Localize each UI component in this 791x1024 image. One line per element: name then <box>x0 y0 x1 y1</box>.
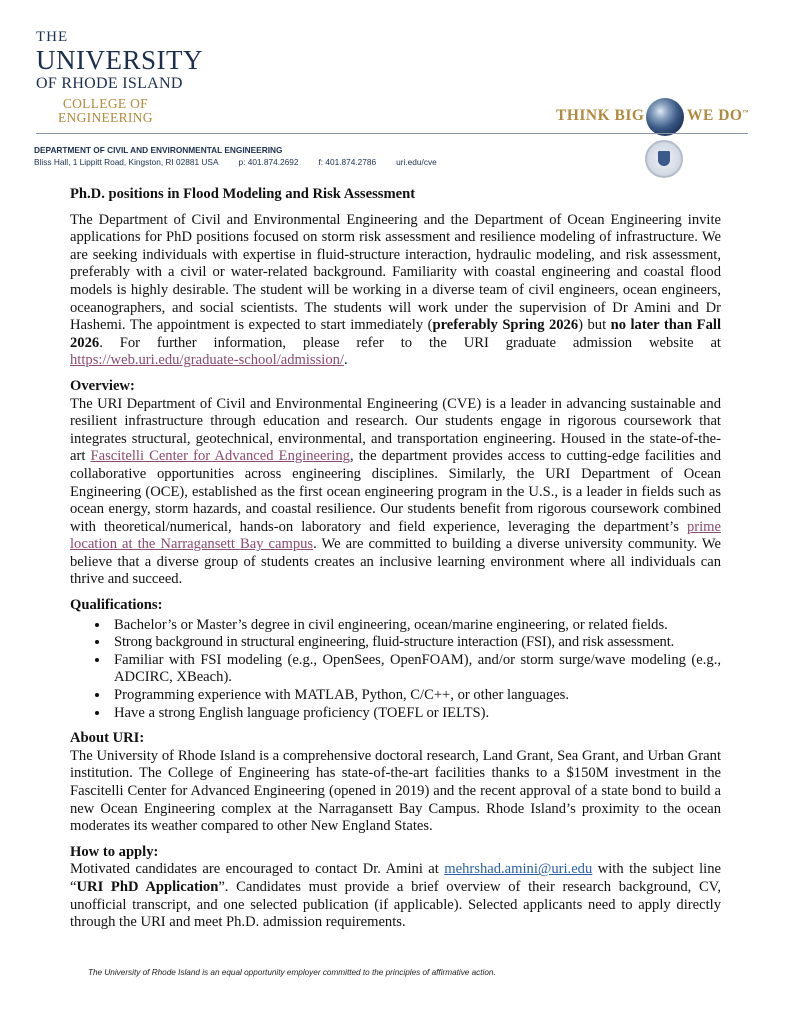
tagline-think-big: THINK BIG <box>556 107 645 124</box>
college-line-1: COLLEGE OF <box>62 96 148 111</box>
tagline-we-do-text: WE DO <box>687 107 743 124</box>
qualifications-heading: Qualifications: <box>70 597 163 614</box>
admission-website-link[interactable]: https://web.uri.edu/graduate-school/admission/ <box>70 352 344 369</box>
university-seal-icon <box>645 140 683 178</box>
college-of-engineering <box>58 97 153 125</box>
overview-heading: Overview: <box>70 377 135 394</box>
uri-logo <box>36 28 203 94</box>
list-item: • Programming experience with MATLAB, Python, C/C++, or other languages. <box>110 687 721 705</box>
tagline-we-do <box>687 107 749 125</box>
address: Bliss Hall, 1 Lippitt Road, Kingston, RI 02881 USA <box>34 157 219 167</box>
overview-section <box>70 378 721 589</box>
qualifications-section <box>70 597 721 722</box>
seal-shield-icon <box>658 151 670 166</box>
apply-text-3: ”. Candidates must provide a brief overview of their research background, CV, unofficial transcript, and one selected publication (if applicable). Selected applicants need to apply directly through the URI and meet Ph.D. admission requirements. <box>70 878 721 931</box>
about-section <box>70 730 721 836</box>
about-paragraph: The University of Rhode Island is a comprehensive doctoral research, Land Grant, Sea Grant, and Urban Grant institution. The College of Engineering has state-of-the-art facilities thanks to a $150M investment in the Fascitelli Center for Advanced Engineering (opened in 2019) and the recent approval of a state bond to build a new Ocean Engineering complex at the Narragansett Bay Campus. Rhode Island’s proximity to the ocean moderates its weather compared to other New England States. <box>70 747 721 835</box>
overview-text-2: , the department provides access to cutting-edge facilities and collaborative opportunities across engineering disciplines. Similarly, the URI Department of Ocean Engineering (OCE), established as the first ocean engineering program in the U.S., is a leader in fields such as ocean energy, storm hazards, and coastal resilience. Our students benefit from rigorous coursework combined with theoretical/numerical, hands-on laboratory and field experience, leveraging the department’s <box>70 448 722 535</box>
logo-line-rhode-island: OF RHODE ISLAND <box>36 75 183 92</box>
eoe-footer: The University of Rhode Island is an equal opportunity employer committed to the principles of affirmative action. <box>88 968 496 977</box>
overview-paragraph <box>70 396 721 590</box>
apply-heading: How to apply: <box>70 843 159 860</box>
contact-email-link[interactable]: mehrshad.amini@uri.edu <box>444 861 593 878</box>
trademark-symbol: ™ <box>742 109 749 116</box>
phone: p: 401.874.2692 <box>238 157 299 167</box>
college-line-2: ENGINEERING <box>58 110 153 125</box>
intro-text-2: ) but <box>578 317 611 334</box>
contact-line <box>34 157 457 167</box>
intro-text-1: The Department of Civil and Environmental Engineering and the Department of Ocean Engineering invite applications for PhD positions focused on storm risk assessment and resilience modeling of infrastructure. We are seeking individuals with expertise in fluid-structure interaction, hydraulic modeling, and risk assessment, preferably with a civil or water-related background. Familiarity with coastal engineering and coastal flood models is highly desirable. The student will be working in a diverse team of civil engineers, ocean engineers, oceanographers, and social scientists. The students will work under the supervision of Dr Amini and Dr Hashemi. The appointment is expected to start immediately ( <box>70 211 721 334</box>
apply-text-2: with the subject line “ <box>70 861 721 895</box>
logo-line-university: UNIVERSITY <box>36 45 203 75</box>
intro-text-4: . <box>344 352 348 369</box>
globe-icon <box>646 98 684 136</box>
apply-paragraph <box>70 861 721 931</box>
document-title: Ph.D. positions in Flood Modeling and Risk Assessment <box>70 186 416 202</box>
list-item: • Have a strong English language proficiency (TOEFL or IELTS). <box>110 705 721 723</box>
list-item: • Strong background in structural engineering, fluid-structure interaction (FSI), and risk assessment. <box>110 634 721 652</box>
intro-paragraph <box>70 212 721 370</box>
intro-start-preferred: preferably Spring 2026 <box>432 317 579 334</box>
apply-section <box>70 844 721 932</box>
intro-start-deadline: no later than Fall 2026 <box>70 317 721 351</box>
narragansett-bay-campus-link[interactable]: prime location at the Narragansett Bay campus <box>70 518 721 553</box>
intro-text-3: . For further information, please refer to the URI graduate admission website at <box>99 334 721 351</box>
list-item: • Familiar with FSI modeling (e.g., OpenSees, OpenFOAM), and/or storm surge/wave modeling (e.g., ADCIRC, XBeach). <box>110 652 721 687</box>
about-heading: About URI: <box>70 730 145 747</box>
fax: f: 401.874.2786 <box>318 157 377 167</box>
qualifications-list <box>70 617 721 723</box>
logo-line-the: THE <box>36 29 69 45</box>
apply-text-1: Motivated candidates are encouraged to contact Dr. Amini at <box>70 861 445 878</box>
overview-text-3: . We are committed to building a diverse university community. We believe that a diverse group of students creates an inclusive learning environment where all individuals can thrive and succeed. <box>70 536 721 588</box>
fascitelli-center-link[interactable]: Fascitelli Center for Advanced Engineering <box>90 448 350 465</box>
overview-text-1: The URI Department of Civil and Environmental Engineering (CVE) is a leader in advancing sustainable and resilient infrastructure through education and research. Our students engage in rigorous coursework that integrates structural, geotechnical, environmental, and transportation engineering. Housed in the state-of-the-art <box>70 395 721 465</box>
website: uri.edu/cve <box>396 157 437 167</box>
header-divider <box>36 133 748 134</box>
document-body <box>70 186 721 932</box>
email-subject-line: URI PhD Application <box>76 878 219 895</box>
department-name: DEPARTMENT OF CIVIL AND ENVIRONMENTAL ENGINEERING <box>34 145 283 155</box>
list-item: • Bachelor’s or Master’s degree in civil engineering, ocean/marine engineering, or related fields. <box>110 617 721 635</box>
